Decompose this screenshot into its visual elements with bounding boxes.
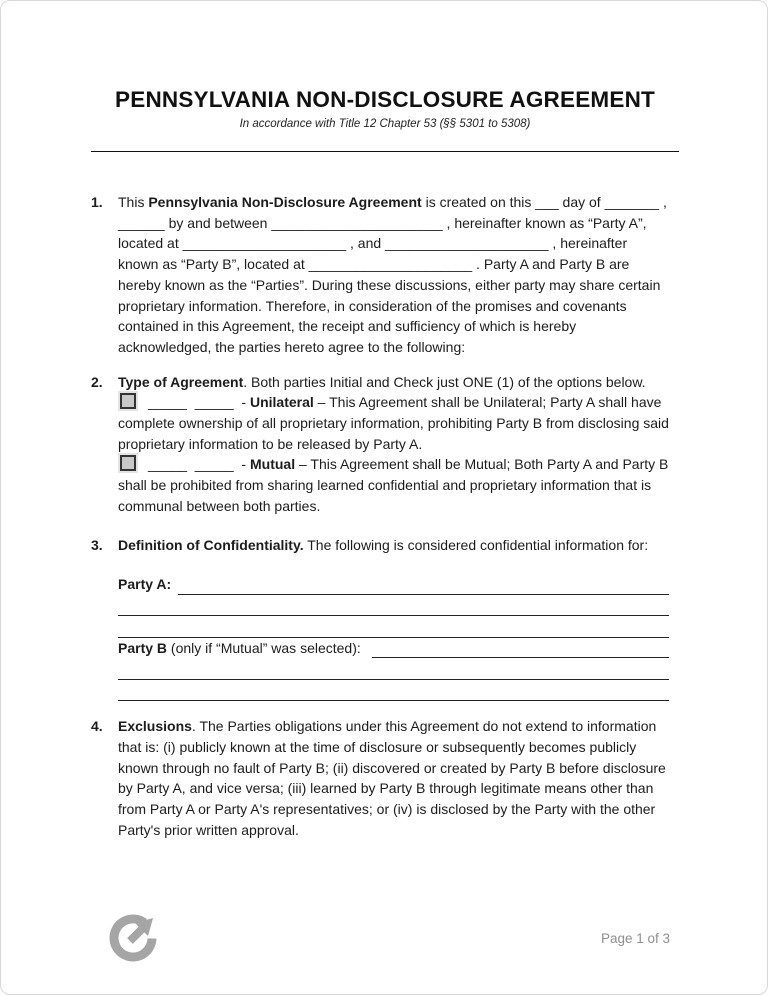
party-a-definition-blank-line[interactable] [118, 595, 669, 617]
clause-4-exclusions [91, 716, 679, 840]
party-a-definition-blank-line[interactable] [118, 616, 669, 638]
party-b-label: Party B (only if “Mutual” was selected): [118, 639, 365, 656]
party-a-definition-input[interactable] [178, 574, 669, 595]
confidentiality-fields [118, 574, 669, 701]
option-unilateral-text: _____ _____ - Unilateral – This Agreement shall be Unilateral; Party A shall have complete ownership of all proprietary information, prohibiting Party B from disclosing said proprietary information to be released by Party A. [118, 394, 673, 452]
clause-number: 1. [91, 194, 103, 210]
unilateral-checkbox[interactable] [120, 393, 136, 409]
header-divider [91, 151, 679, 152]
party-a-field-row [118, 574, 669, 595]
page-subtitle: In accordance with Title 12 Chapter 53 (§§ 5301 to 5308) [239, 118, 531, 130]
page-title: PENNSYLVANIA NON-DISCLOSURE AGREEMENT [115, 87, 655, 112]
clause-4-text: Exclusions. The Parties obligations under this Agreement do not extend to information that is: (i) publicly known at the time of disclosure or subsequently becomes publicly known through no fault of Party B; (ii) discovered or created by Party B before disclosure by Party A, and vice versa; (iii) learned by Party B through legitimate means other than from Party A or Party A's representatives; or (iv) is disclosed by the Party with the other Party's prior written approval. [118, 718, 670, 838]
clause-2-text: Type of Agreement. Both parties Initial and Check just ONE (1) of the options below. [118, 373, 646, 390]
clause-3-definition-of-confidentiality [91, 535, 679, 702]
party-b-definition-input[interactable] [372, 638, 669, 659]
page-indicator: Page 1 of 3 [600, 931, 670, 946]
clause-number: 3. [91, 536, 103, 553]
clause-number: 4. [91, 718, 103, 735]
clause-1-text: This Pennsylvania Non-Disclosure Agreement is created on this ___ day of _______ , ______ by and between ______________________ , hereinafter known as “Party A”, located at _____________________ , and _____________________ , hereinafter known as “Party B”, located at _____________________ . Party A and Party B are hereby known as the “Parties”. During these discussions, either party may share certain proprietary information. Therefore, in consideration of the promises and covenants contained in this Agreement, the receipt and sufficiency of which is hereby acknowledged, the parties hereto agree to the following: [118, 194, 671, 355]
party-b-definition-blank-line[interactable] [118, 658, 669, 680]
party-b-field-row [118, 638, 669, 659]
clause-1-parties [91, 192, 679, 358]
option-mutual-text: _____ _____ - Mutual – This Agreement shall be Mutual; Both Party A and Party B shall be prohibited from sharing learned confidential and proprietary information that is communal between both parties. [118, 456, 673, 514]
eforms-circular-arrow-logo-icon [107, 912, 159, 964]
clause-2-type-of-agreement [91, 372, 679, 517]
clause-number: 2. [91, 373, 103, 390]
mutual-checkbox[interactable] [120, 455, 136, 471]
option-unilateral [118, 392, 673, 454]
option-mutual [118, 454, 673, 516]
party-a-label: Party A: [118, 576, 172, 593]
party-b-definition-blank-line[interactable] [118, 680, 669, 702]
clause-3-text: Definition of Confidentiality. The following is considered confidential information for: [118, 536, 649, 553]
